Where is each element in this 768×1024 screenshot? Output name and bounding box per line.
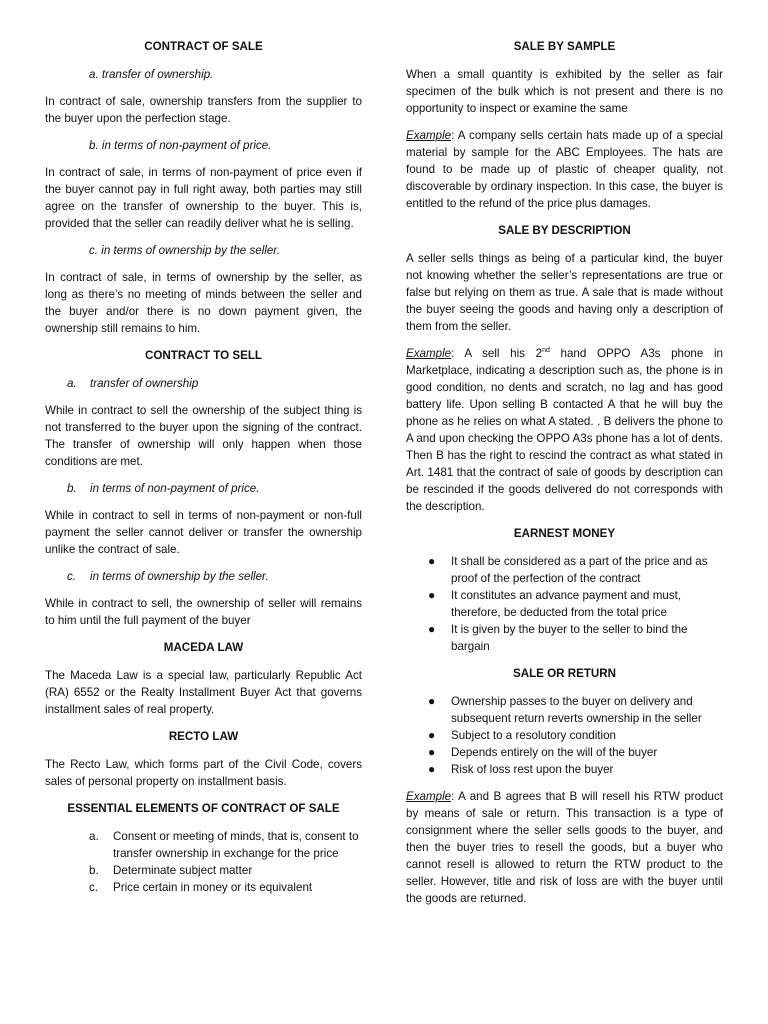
item-text: It constitutes an advance payment and must, therefore, be deducted from the total price (451, 589, 682, 619)
list-item (406, 693, 723, 727)
list-item (45, 862, 362, 879)
bullet-icon: ● (428, 694, 436, 708)
sale-by-sample-section (406, 38, 723, 212)
bullet-icon: ● (428, 728, 436, 742)
example-text: : A company sells certain hats made up of a special material by sample for the ABC Employees. The hats are found to be made up of plastic of cheaper quality, not discoverable by ordinary inspection. In this case, the buyer is entitled to the refund of the price plus damages. (406, 129, 723, 210)
item-text: Depends entirely on the will of the buyer (451, 746, 658, 759)
subheading: b. in terms of non-payment of price. (89, 139, 272, 152)
elements-list (45, 828, 362, 896)
subheading-text: in terms of ownership by the seller. (90, 570, 269, 583)
contract-to-sell-section (45, 347, 362, 629)
item-marker: b. (67, 482, 77, 495)
item-text: Ownership passes to the buyer on delivery and subsequent return reverts ownership in the seller (451, 695, 702, 725)
paragraph: The Recto Law, which forms part of the Civil Code, covers sales of personal property on installment basis. (45, 758, 362, 788)
left-column (45, 38, 362, 896)
bullet-icon: ● (428, 622, 436, 636)
sale-or-return-section (406, 665, 723, 907)
maceda-law-section (45, 639, 362, 718)
paragraph: In contract of sale, in terms of non-payment of price even if the buyer cannot pay in full right away, both parties may still agree on the transfer of ownership to the buyer. This is, provided that the seller can readily deliver what he is selling. (45, 166, 362, 230)
example-paragraph (406, 345, 723, 515)
section-heading: SALE OR RETURN (512, 667, 617, 680)
bullet-icon: ● (428, 745, 436, 759)
list-item (406, 553, 723, 587)
example-text: : A sell his 2 (451, 347, 543, 360)
list-item (406, 587, 723, 621)
section-heading: SALE BY SAMPLE (513, 40, 616, 53)
contract-of-sale-section (45, 38, 362, 337)
essential-elements-section (45, 800, 362, 896)
subheading-text: in terms of non-payment of price. (90, 482, 260, 495)
paragraph: In contract of sale, in terms of ownership by the seller, as long as there’s no meeting of minds between the seller and the buyer and/or there is no down payment given, the ownership still remains to him. (45, 271, 362, 335)
item-text: It shall be considered as a part of the price and as proof of the perfection of the contract (451, 555, 708, 585)
example-paragraph (406, 788, 723, 907)
item-marker: a. (67, 377, 77, 390)
earnest-money-section (406, 525, 723, 655)
subheading (45, 375, 362, 392)
paragraph: The Maceda Law is a special law, particularly Republic Act (RA) 6552 or the Realty Installment Buyer Act that governs installment sales of real property. (45, 669, 362, 716)
subheading: a. transfer of ownership. (89, 68, 214, 81)
subheading: c. in terms of ownership by the seller. (89, 244, 280, 257)
item-text: Risk of loss rest upon the buyer (451, 763, 614, 776)
example-text: : A and B agrees that B will resell his RTW product by means of sale or return. This transaction is a type of consignment where the seller sells goods to the buyer, and then the buyer tries to resell the goods, but a buyer who cannot resell is allowed to return the RTW product to the seller. However, title and risk of loss are with the buyer until the goods are returned. (406, 790, 723, 905)
bullet-icon: ● (428, 588, 436, 602)
list-item (406, 621, 723, 655)
subheading (45, 568, 362, 585)
item-text: Subject to a resolutory condition (451, 729, 616, 742)
item-text: Determinate subject matter (113, 864, 253, 877)
section-heading: SALE BY DESCRIPTION (498, 224, 631, 237)
recto-law-section (45, 728, 362, 790)
list-item (406, 744, 723, 761)
list-item (45, 879, 362, 896)
item-marker: c. (67, 570, 77, 583)
subheading (45, 480, 362, 497)
paragraph: While in contract to sell the ownership of the subject thing is not transferred to the buyer upon the signing of the contract. The transfer of ownership will only happen when those conditions are met. (45, 404, 362, 468)
section-heading: MACEDA LAW (163, 641, 244, 654)
paragraph: While in contract to sell, the ownership of seller will remains to him until the full payment of the buyer (45, 597, 362, 627)
sale-by-description-section (406, 222, 723, 515)
item-marker: c. (89, 881, 99, 894)
list-item (406, 727, 723, 744)
list-item (45, 828, 362, 862)
item-text: Consent or meeting of minds, that is, consent to transfer ownership in exchange for the price (113, 830, 359, 860)
paragraph: While in contract to sell in terms of non-payment or non-full payment the seller cannot deliver or transfer the ownership unlike the contract of sale. (45, 509, 362, 556)
example-paragraph (406, 127, 723, 212)
example-text: hand OPPO A3s phone in Marketplace, indicating a description such as, the phone is in good condition, no dents and scratch, no lag and has good battery life. Upon selling B contacted A that he will buy the phone as he relies on what A stated. . B delivers the phone to A and upon checking the OPPO A3s phone has a lot of dents. Then B has the right to rescind the contract as what stated in Art. 1481 that the contract of sale of goods by description can be rescinded if the goods delivered do not corresponds with the description. (406, 347, 724, 513)
bullet-list (406, 553, 723, 655)
item-text: Price certain in money or its equivalent (113, 881, 313, 894)
bullet-icon: ● (428, 554, 436, 568)
section-heading: RECTO LAW (168, 730, 239, 743)
right-column (406, 38, 723, 917)
section-heading: CONTRACT OF SALE (144, 40, 263, 53)
list-item (406, 761, 723, 778)
paragraph: A seller sells things as being of a particular kind, the buyer not knowing whether the seller’s representations are true or false but relying on them as true. A sale that is made without the buyer seeing the goods and having only a description of them from the seller. (406, 252, 723, 333)
section-heading: CONTRACT TO SELL (144, 349, 262, 362)
item-marker: a. (89, 830, 99, 843)
section-heading: ESSENTIAL ELEMENTS OF CONTRACT OF SALE (67, 802, 340, 815)
bullet-list (406, 693, 723, 778)
section-heading: EARNEST MONEY (513, 527, 616, 540)
ordinal-suffix: nd (542, 347, 550, 355)
bullet-icon: ● (428, 762, 436, 776)
example-label: Example (406, 129, 452, 142)
subheading-text: transfer of ownership (90, 377, 199, 390)
example-label: Example (406, 790, 452, 803)
item-marker: b. (89, 864, 99, 877)
example-label: Example (406, 347, 452, 360)
paragraph: When a small quantity is exhibited by the seller as fair specimen of the bulk which is not present and there is no opportunity to inspect or examine the same (406, 68, 723, 115)
paragraph: In contract of sale, ownership transfers from the supplier to the buyer upon the perfection stage. (45, 95, 362, 125)
item-text: It is given by the buyer to the seller to bind the bargain (451, 623, 688, 653)
